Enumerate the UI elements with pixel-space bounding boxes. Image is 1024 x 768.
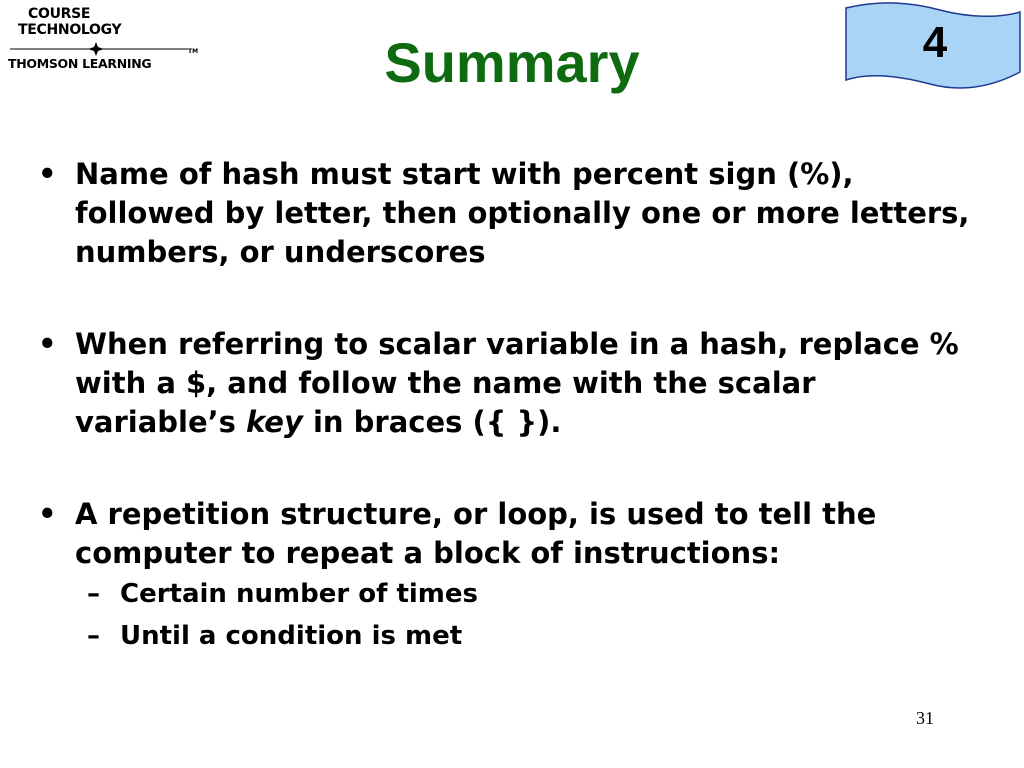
bullet-item — [30, 155, 980, 272]
dash-icon: – — [87, 579, 100, 609]
sub-bullet-item — [75, 573, 980, 615]
logo-line-technology: TECHNOLOGY — [18, 22, 122, 38]
bullet-text: A repetition structure, or loop, is used to tell the computer to repeat a block of instructions: — [75, 497, 877, 570]
logo-trademark: TM — [188, 48, 199, 55]
bullet-text: Name of hash must start with percent sign (%), followed by letter, then optionally one or more letters, numbers, or underscores — [75, 157, 970, 269]
bullet-icon: • — [38, 497, 57, 531]
sub-bullet-text: Certain number of times — [120, 579, 478, 609]
bullet-item — [30, 325, 980, 442]
bullet-emphasis: key — [246, 405, 303, 439]
bullet-item — [30, 495, 980, 573]
bullet-icon: • — [38, 327, 57, 361]
sub-bullet-item — [75, 615, 980, 657]
dash-icon: – — [87, 621, 100, 651]
bullet-text: When referring to scalar variable in a hash, replace % with a $, and follow the name with the scalar variable’s — [75, 327, 959, 439]
page-number: 31 — [916, 708, 934, 728]
slide-title: Summary — [384, 31, 640, 94]
chapter-flag — [840, 0, 1024, 98]
logo-line-thomson: THOMSON LEARNING — [8, 56, 152, 71]
bullet-text-end: in braces ({ }). — [302, 405, 562, 439]
sub-bullet-text: Until a condition is met — [120, 621, 463, 651]
bullet-icon: • — [38, 157, 57, 191]
bullet-list — [30, 155, 980, 657]
chapter-number: 4 — [922, 18, 948, 67]
logo-line-course: COURSE — [28, 6, 91, 22]
